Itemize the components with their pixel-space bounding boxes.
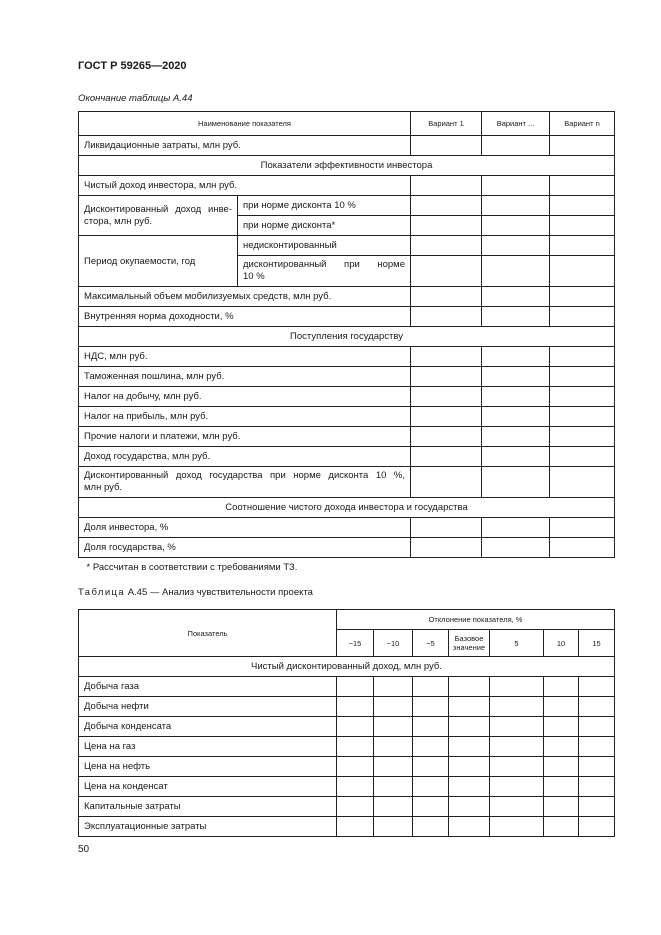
table-row bbox=[79, 757, 615, 777]
footnote: * Рассчитан в соответствии с требованиями ТЗ. bbox=[79, 558, 615, 578]
table-row bbox=[79, 467, 615, 498]
row-label-line: 10 % bbox=[243, 271, 265, 282]
table-row bbox=[79, 236, 615, 256]
row-label: Чистый доход инвестора, млн руб. bbox=[79, 176, 411, 196]
row-label: Эксплуатационные затраты bbox=[79, 817, 337, 837]
row-label: Цена на конденсат bbox=[79, 777, 337, 797]
caption-prefix: Таблица bbox=[78, 587, 126, 598]
row-label-line: Дисконтированный доход инве- bbox=[84, 203, 232, 215]
row-label: Добыча конденсата bbox=[79, 717, 337, 737]
deviation-value: 10 bbox=[544, 630, 579, 657]
deviation-value: −15 bbox=[337, 630, 374, 657]
row-label: Налог на добычу, млн руб. bbox=[79, 387, 411, 407]
table-header-row bbox=[79, 112, 615, 136]
row-sublabel: при норме дисконта* bbox=[238, 216, 411, 236]
deviation-value: 5 bbox=[490, 630, 544, 657]
row-label-disc-income bbox=[79, 196, 238, 236]
table-a44 bbox=[78, 111, 615, 578]
document-code: ГОСТ Р 59265—2020 bbox=[78, 60, 187, 72]
table-row bbox=[79, 538, 615, 558]
table-row bbox=[79, 427, 615, 447]
table-a45 bbox=[78, 609, 615, 837]
table-row bbox=[79, 447, 615, 467]
table-row bbox=[79, 347, 615, 367]
table-row bbox=[79, 737, 615, 757]
section-title: Чистый дисконтированный доход, млн руб. bbox=[79, 657, 615, 677]
table-row bbox=[79, 817, 615, 837]
section-row bbox=[79, 498, 615, 518]
row-label: Добыча газа bbox=[79, 677, 337, 697]
table-row bbox=[79, 287, 615, 307]
table-row bbox=[79, 367, 615, 387]
table-row bbox=[79, 717, 615, 737]
row-label-line: млн руб. bbox=[84, 482, 123, 493]
table-a45-caption bbox=[78, 587, 313, 598]
deviation-value: −5 bbox=[413, 630, 449, 657]
row-sublabel-discounted bbox=[238, 256, 411, 287]
table-row bbox=[79, 518, 615, 538]
row-label: Доля инвестора, % bbox=[79, 518, 411, 538]
table-row bbox=[79, 176, 615, 196]
table-row bbox=[79, 387, 615, 407]
table-row bbox=[79, 307, 615, 327]
page-number: 50 bbox=[78, 844, 90, 855]
footnote-row bbox=[79, 558, 615, 578]
header-deviation: Отклонение показателя, % bbox=[337, 610, 615, 630]
table-row bbox=[79, 797, 615, 817]
row-label-state-disc bbox=[79, 467, 411, 498]
row-sublabel: при норме дисконта 10 % bbox=[238, 196, 411, 216]
row-sublabel: недисконтированный bbox=[238, 236, 411, 256]
deviation-base-value: Базовое значение bbox=[449, 630, 490, 657]
row-label-line: дисконтированный при норме bbox=[243, 259, 405, 270]
section-row bbox=[79, 657, 615, 677]
deviation-value: 15 bbox=[579, 630, 615, 657]
section-row bbox=[79, 327, 615, 347]
table-row bbox=[79, 136, 615, 156]
deviation-value: −10 bbox=[374, 630, 413, 657]
table-row bbox=[79, 196, 615, 216]
row-label: Налог на прибыль, млн руб. bbox=[79, 407, 411, 427]
row-label: Цена на нефть bbox=[79, 757, 337, 777]
table-row bbox=[79, 407, 615, 427]
row-label: Добыча нефти bbox=[79, 697, 337, 717]
row-label: Максимальный объем мобилизуемых средств, млн руб. bbox=[79, 287, 411, 307]
table-row bbox=[79, 697, 615, 717]
section-title: Поступления государству bbox=[79, 327, 615, 347]
section-title: Соотношение чистого дохода инвестора и государства bbox=[79, 498, 615, 518]
row-label: Прочие налоги и платежи, млн руб. bbox=[79, 427, 411, 447]
row-label-line: Дисконтированный доход государства при норме дисконта 10 %, bbox=[84, 470, 405, 481]
table-row bbox=[79, 677, 615, 697]
row-label: Таможенная пошлина, млн руб. bbox=[79, 367, 411, 387]
table-row bbox=[79, 777, 615, 797]
header-variant-1: Вариант 1 bbox=[411, 112, 482, 136]
header-variant-dots: Вариант ... bbox=[482, 112, 550, 136]
row-label: Доля государства, % bbox=[79, 538, 411, 558]
row-label: НДС, млн руб. bbox=[79, 347, 411, 367]
caption-text: А.45 — Анализ чувствительности проекта bbox=[127, 587, 313, 598]
row-label-payback: Период окупаемости, год bbox=[79, 236, 238, 287]
header-variant-n: Вариант n bbox=[550, 112, 615, 136]
row-label: Капитальные затраты bbox=[79, 797, 337, 817]
row-label: Внутренняя норма доходности, % bbox=[79, 307, 411, 327]
header-indicator-name: Наименование показателя bbox=[79, 112, 411, 136]
table-a44-caption: Окончание таблицы А.44 bbox=[78, 93, 193, 104]
row-label: Цена на газ bbox=[79, 737, 337, 757]
table-header-row bbox=[79, 610, 615, 630]
header-indicator: Показатель bbox=[79, 610, 337, 657]
row-label-line: стора, млн руб. bbox=[84, 215, 153, 227]
row-label: Ликвидационные затраты, млн руб. bbox=[79, 136, 411, 156]
section-title: Показатели эффективности инвестора bbox=[79, 156, 615, 176]
row-label: Доход государства, млн руб. bbox=[79, 447, 411, 467]
section-row bbox=[79, 156, 615, 176]
